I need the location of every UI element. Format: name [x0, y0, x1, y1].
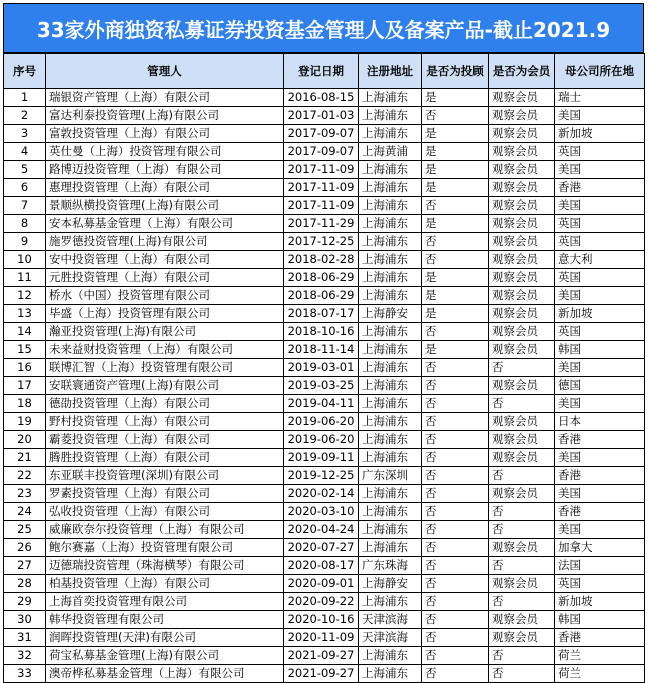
cell-manager: 柏基投资管理（上海）有限公司 [46, 575, 284, 593]
table-row [4, 143, 645, 161]
cell-index: 17 [4, 377, 46, 395]
cell-parent-location: 香港 [555, 629, 645, 647]
cell-index: 22 [4, 467, 46, 485]
cell-reg-date: 2019-03-25 [284, 377, 359, 395]
cell-manager: 威廉欧奈尔投资管理（上海）有限公司 [46, 521, 284, 539]
cell-is-member: 观察会员 [489, 89, 555, 107]
cell-is-advisor: 是 [422, 287, 489, 305]
cell-manager: 瑞银资产管理（上海）有限公司 [46, 89, 284, 107]
cell-manager: 安本私募基金管理（上海）有限公司 [46, 215, 284, 233]
cell-is-advisor: 否 [422, 647, 489, 665]
table-row [4, 539, 645, 557]
cell-is-member: 否 [489, 359, 555, 377]
cell-manager: 施罗德投资管理(上海)有限公司 [46, 233, 284, 251]
cell-is-advisor: 是 [422, 125, 489, 143]
cell-is-advisor: 否 [422, 197, 489, 215]
cell-manager: 英仕曼（上海）投资管理有限公司 [46, 143, 284, 161]
cell-reg-address: 天津滨海 [359, 611, 422, 629]
cell-parent-location: 韩国 [555, 341, 645, 359]
cell-reg-address: 上海浦东 [359, 107, 422, 125]
header-reg-address: 注册地址 [359, 54, 422, 89]
cell-is-member: 观察会员 [489, 431, 555, 449]
cell-reg-date: 2017-11-09 [284, 179, 359, 197]
header-manager: 管理人 [46, 54, 284, 89]
table-row [4, 467, 645, 485]
table-row [4, 647, 645, 665]
cell-reg-date: 2019-06-20 [284, 413, 359, 431]
cell-reg-date: 2017-11-29 [284, 215, 359, 233]
cell-index: 7 [4, 197, 46, 215]
cell-is-advisor: 是 [422, 143, 489, 161]
cell-manager: 澳帝桦私募基金管理（上海）有限公司 [46, 665, 284, 683]
cell-parent-location: 美国 [555, 449, 645, 467]
cell-reg-address: 上海浦东 [359, 233, 422, 251]
cell-reg-date: 2020-07-27 [284, 539, 359, 557]
cell-reg-address: 上海静安 [359, 305, 422, 323]
cell-reg-address: 上海浦东 [359, 287, 422, 305]
header-row [4, 54, 645, 89]
cell-is-member: 观察会员 [489, 449, 555, 467]
cell-reg-address: 上海浦东 [359, 269, 422, 287]
cell-manager: 荷宝私募基金管理(上海)有限公司 [46, 647, 284, 665]
cell-manager: 富敦投资管理（上海）有限公司 [46, 125, 284, 143]
table-row [4, 503, 645, 521]
cell-reg-address: 上海浦东 [359, 323, 422, 341]
table-row [4, 359, 645, 377]
cell-manager: 上海首奕投资管理有限公司 [46, 593, 284, 611]
table-row [4, 377, 645, 395]
cell-is-member: 否 [489, 395, 555, 413]
cell-reg-address: 上海浦东 [359, 665, 422, 683]
cell-manager: 未来益财投资管理（上海）有限公司 [46, 341, 284, 359]
cell-reg-address: 上海浦东 [359, 359, 422, 377]
cell-is-advisor: 否 [422, 521, 489, 539]
table-row [4, 215, 645, 233]
cell-reg-address: 天津滨海 [359, 629, 422, 647]
table-row [4, 341, 645, 359]
cell-manager: 安中投资管理（上海）有限公司 [46, 251, 284, 269]
cell-reg-date: 2020-04-24 [284, 521, 359, 539]
cell-index: 16 [4, 359, 46, 377]
header-index: 序号 [4, 54, 46, 89]
cell-is-member: 否 [489, 503, 555, 521]
cell-index: 13 [4, 305, 46, 323]
table-row [4, 197, 645, 215]
cell-reg-date: 2021-09-27 [284, 665, 359, 683]
cell-parent-location: 英国 [555, 269, 645, 287]
cell-parent-location: 英国 [555, 323, 645, 341]
cell-index: 1 [4, 89, 46, 107]
cell-reg-date: 2018-06-29 [284, 287, 359, 305]
cell-is-member: 观察会员 [489, 197, 555, 215]
cell-parent-location: 英国 [555, 233, 645, 251]
cell-is-advisor: 否 [422, 539, 489, 557]
cell-reg-date: 2019-09-11 [284, 449, 359, 467]
cell-reg-date: 2020-10-16 [284, 611, 359, 629]
cell-reg-date: 2020-09-01 [284, 575, 359, 593]
cell-reg-date: 2018-07-17 [284, 305, 359, 323]
cell-parent-location: 新加坡 [555, 593, 645, 611]
cell-is-member: 观察会员 [489, 161, 555, 179]
cell-parent-location: 英国 [555, 215, 645, 233]
cell-is-member: 观察会员 [489, 539, 555, 557]
cell-reg-date: 2017-09-07 [284, 125, 359, 143]
cell-index: 5 [4, 161, 46, 179]
cell-parent-location: 香港 [555, 503, 645, 521]
cell-is-advisor: 是 [422, 89, 489, 107]
cell-parent-location: 荷兰 [555, 665, 645, 683]
cell-is-member: 否 [489, 665, 555, 683]
cell-parent-location: 美国 [555, 395, 645, 413]
table-body [4, 89, 645, 683]
cell-is-advisor: 是 [422, 305, 489, 323]
cell-manager: 野村投资管理（上海）有限公司 [46, 413, 284, 431]
cell-parent-location: 英国 [555, 575, 645, 593]
cell-reg-address: 上海浦东 [359, 521, 422, 539]
cell-is-member: 观察会员 [489, 287, 555, 305]
cell-manager: 桥水（中国）投资管理有限公司 [46, 287, 284, 305]
table-row [4, 629, 645, 647]
cell-reg-address: 上海浦东 [359, 503, 422, 521]
cell-reg-date: 2021-09-27 [284, 647, 359, 665]
cell-index: 11 [4, 269, 46, 287]
header-parent-location: 母公司所在地 [555, 54, 645, 89]
cell-is-member: 观察会员 [489, 323, 555, 341]
cell-manager: 景顺纵横投资管理(上海)有限公司 [46, 197, 284, 215]
cell-is-member: 观察会员 [489, 143, 555, 161]
cell-parent-location: 美国 [555, 521, 645, 539]
cell-parent-location: 美国 [555, 197, 645, 215]
cell-reg-address: 广东珠海 [359, 557, 422, 575]
cell-reg-address: 上海浦东 [359, 125, 422, 143]
cell-is-advisor: 否 [422, 575, 489, 593]
cell-is-advisor: 否 [422, 665, 489, 683]
cell-index: 12 [4, 287, 46, 305]
cell-parent-location: 香港 [555, 467, 645, 485]
cell-is-advisor: 是 [422, 215, 489, 233]
cell-reg-address: 广东深圳 [359, 467, 422, 485]
cell-parent-location: 美国 [555, 107, 645, 125]
cell-index: 10 [4, 251, 46, 269]
cell-reg-address: 上海浦东 [359, 215, 422, 233]
table-row [4, 665, 645, 683]
cell-parent-location: 加拿大 [555, 539, 645, 557]
cell-reg-address: 上海浦东 [359, 395, 422, 413]
cell-reg-address: 上海浦东 [359, 377, 422, 395]
cell-index: 28 [4, 575, 46, 593]
table-row [4, 449, 645, 467]
cell-manager: 弘收投资管理（上海）有限公司 [46, 503, 284, 521]
cell-is-advisor: 否 [422, 251, 489, 269]
cell-reg-date: 2016-08-15 [284, 89, 359, 107]
cell-parent-location: 英国 [555, 143, 645, 161]
cell-parent-location: 韩国 [555, 611, 645, 629]
table-row [4, 89, 645, 107]
cell-index: 15 [4, 341, 46, 359]
document [3, 3, 644, 683]
table-row [4, 521, 645, 539]
cell-reg-address: 上海浦东 [359, 449, 422, 467]
table-row [4, 233, 645, 251]
cell-parent-location: 日本 [555, 413, 645, 431]
cell-is-advisor: 否 [422, 359, 489, 377]
cell-reg-date: 2020-11-09 [284, 629, 359, 647]
cell-is-member: 否 [489, 593, 555, 611]
cell-manager: 韩华投资管理有限公司 [46, 611, 284, 629]
cell-reg-address: 上海浦东 [359, 539, 422, 557]
cell-reg-date: 2020-09-22 [284, 593, 359, 611]
cell-is-advisor: 否 [422, 593, 489, 611]
cell-is-advisor: 否 [422, 323, 489, 341]
table-row [4, 395, 645, 413]
cell-reg-date: 2017-01-03 [284, 107, 359, 125]
cell-is-advisor: 否 [422, 413, 489, 431]
cell-reg-address: 上海浦东 [359, 179, 422, 197]
cell-is-advisor: 否 [422, 485, 489, 503]
cell-reg-address: 上海静安 [359, 575, 422, 593]
cell-index: 25 [4, 521, 46, 539]
cell-is-advisor: 否 [422, 449, 489, 467]
cell-reg-date: 2017-11-09 [284, 161, 359, 179]
table-title: 33家外商独资私募证券投资基金管理人及备案产品-截止2021.9 [3, 3, 644, 53]
managers-table [3, 53, 645, 683]
table-row [4, 413, 645, 431]
cell-reg-date: 2018-02-28 [284, 251, 359, 269]
cell-reg-address: 上海浦东 [359, 341, 422, 359]
cell-reg-address: 上海浦东 [359, 485, 422, 503]
cell-is-advisor: 否 [422, 233, 489, 251]
cell-parent-location: 新加坡 [555, 305, 645, 323]
table-row [4, 485, 645, 503]
cell-is-advisor: 是 [422, 269, 489, 287]
cell-parent-location: 美国 [555, 359, 645, 377]
cell-reg-date: 2019-12-25 [284, 467, 359, 485]
table-row [4, 251, 645, 269]
cell-is-advisor: 否 [422, 611, 489, 629]
cell-is-advisor: 否 [422, 395, 489, 413]
cell-index: 21 [4, 449, 46, 467]
cell-index: 26 [4, 539, 46, 557]
cell-reg-date: 2020-02-14 [284, 485, 359, 503]
cell-manager: 元胜投资管理（上海）有限公司 [46, 269, 284, 287]
table-row [4, 323, 645, 341]
table-row [4, 593, 645, 611]
cell-reg-address: 上海浦东 [359, 251, 422, 269]
cell-reg-address: 上海浦东 [359, 161, 422, 179]
cell-reg-address: 上海浦东 [359, 593, 422, 611]
cell-reg-date: 2017-12-25 [284, 233, 359, 251]
cell-reg-date: 2019-03-01 [284, 359, 359, 377]
cell-is-advisor: 是 [422, 161, 489, 179]
cell-reg-date: 2018-10-16 [284, 323, 359, 341]
cell-parent-location: 瑞士 [555, 89, 645, 107]
cell-reg-address: 上海浦东 [359, 89, 422, 107]
cell-parent-location: 香港 [555, 431, 645, 449]
cell-manager: 罗素投资管理（上海）有限公司 [46, 485, 284, 503]
cell-manager: 德劭投资管理（上海）有限公司 [46, 395, 284, 413]
cell-manager: 东亚联丰投资管理(深圳)有限公司 [46, 467, 284, 485]
cell-parent-location: 法国 [555, 557, 645, 575]
cell-parent-location: 荷兰 [555, 647, 645, 665]
cell-is-member: 观察会员 [489, 485, 555, 503]
cell-reg-date: 2019-04-11 [284, 395, 359, 413]
cell-index: 29 [4, 593, 46, 611]
cell-reg-address: 上海浦东 [359, 413, 422, 431]
cell-is-member: 观察会员 [489, 575, 555, 593]
cell-is-member: 观察会员 [489, 413, 555, 431]
cell-is-member: 否 [489, 647, 555, 665]
cell-index: 6 [4, 179, 46, 197]
header-is-member: 是否为会员 [489, 54, 555, 89]
cell-manager: 腾胜投资管理（上海）有限公司 [46, 449, 284, 467]
cell-manager: 联博汇智（上海）投资管理有限公司 [46, 359, 284, 377]
cell-manager: 鲍尔赛嘉（上海）投资管理有限公司 [46, 539, 284, 557]
table-row [4, 179, 645, 197]
cell-is-member: 否 [489, 557, 555, 575]
table-row [4, 125, 645, 143]
table-row [4, 287, 645, 305]
cell-is-member: 观察会员 [489, 107, 555, 125]
cell-reg-date: 2020-08-17 [284, 557, 359, 575]
cell-is-advisor: 是 [422, 341, 489, 359]
cell-is-member: 观察会员 [489, 215, 555, 233]
cell-reg-date: 2017-11-09 [284, 197, 359, 215]
cell-index: 30 [4, 611, 46, 629]
cell-is-member: 观察会员 [489, 305, 555, 323]
cell-manager: 瀚亚投资管理(上海)有限公司 [46, 323, 284, 341]
cell-is-member: 观察会员 [489, 179, 555, 197]
table-row [4, 557, 645, 575]
cell-reg-address: 上海浦东 [359, 197, 422, 215]
cell-reg-date: 2018-06-29 [284, 269, 359, 287]
cell-reg-date: 2019-06-20 [284, 431, 359, 449]
cell-reg-address: 上海浦东 [359, 647, 422, 665]
cell-reg-date: 2020-03-10 [284, 503, 359, 521]
cell-parent-location: 德国 [555, 377, 645, 395]
cell-is-member: 观察会员 [489, 629, 555, 647]
cell-is-advisor: 否 [422, 467, 489, 485]
cell-index: 4 [4, 143, 46, 161]
cell-parent-location: 美国 [555, 287, 645, 305]
table-row [4, 161, 645, 179]
cell-is-member: 观察会员 [489, 125, 555, 143]
cell-reg-date: 2018-11-14 [284, 341, 359, 359]
header-reg-date: 登记日期 [284, 54, 359, 89]
cell-manager: 毕盛（上海）投资管理有限公司 [46, 305, 284, 323]
cell-index: 8 [4, 215, 46, 233]
cell-index: 31 [4, 629, 46, 647]
table-row [4, 611, 645, 629]
cell-is-member: 观察会员 [489, 377, 555, 395]
cell-index: 18 [4, 395, 46, 413]
cell-parent-location: 意大利 [555, 251, 645, 269]
cell-is-advisor: 否 [422, 107, 489, 125]
cell-is-advisor: 否 [422, 557, 489, 575]
table-row [4, 269, 645, 287]
cell-reg-date: 2017-09-07 [284, 143, 359, 161]
table-row [4, 305, 645, 323]
cell-is-advisor: 否 [422, 431, 489, 449]
cell-index: 2 [4, 107, 46, 125]
table-row [4, 107, 645, 125]
cell-index: 20 [4, 431, 46, 449]
cell-manager: 润晖投资管理(天津)有限公司 [46, 629, 284, 647]
cell-index: 19 [4, 413, 46, 431]
cell-manager: 路博迈投资管理（上海）有限公司 [46, 161, 284, 179]
table-row [4, 575, 645, 593]
cell-manager: 富达利泰投资管理(上海)有限公司 [46, 107, 284, 125]
cell-is-member: 观察会员 [489, 341, 555, 359]
cell-parent-location: 新加坡 [555, 125, 645, 143]
cell-is-advisor: 否 [422, 629, 489, 647]
cell-parent-location: 美国 [555, 485, 645, 503]
cell-index: 32 [4, 647, 46, 665]
cell-manager: 安联寰通资产管理(上海)有限公司 [46, 377, 284, 395]
header-is-advisor: 是否为投顾 [422, 54, 489, 89]
cell-is-member: 观察会员 [489, 269, 555, 287]
cell-is-member: 观察会员 [489, 251, 555, 269]
cell-is-member: 否 [489, 467, 555, 485]
cell-index: 23 [4, 485, 46, 503]
cell-is-advisor: 是 [422, 179, 489, 197]
cell-index: 9 [4, 233, 46, 251]
cell-is-advisor: 否 [422, 503, 489, 521]
cell-is-member: 观察会员 [489, 611, 555, 629]
table-row [4, 431, 645, 449]
cell-is-member: 观察会员 [489, 233, 555, 251]
cell-parent-location: 香港 [555, 179, 645, 197]
cell-index: 27 [4, 557, 46, 575]
cell-manager: 迈德瑞投资管理（珠海横琴）有限公司 [46, 557, 284, 575]
cell-index: 14 [4, 323, 46, 341]
cell-reg-address: 上海黄浦 [359, 143, 422, 161]
cell-is-member: 否 [489, 521, 555, 539]
cell-manager: 霸菱投资管理（上海）有限公司 [46, 431, 284, 449]
cell-is-advisor: 否 [422, 377, 489, 395]
cell-reg-address: 上海浦东 [359, 431, 422, 449]
cell-index: 3 [4, 125, 46, 143]
cell-index: 33 [4, 665, 46, 683]
cell-index: 24 [4, 503, 46, 521]
cell-parent-location: 美国 [555, 161, 645, 179]
cell-manager: 惠理投资管理（上海）有限公司 [46, 179, 284, 197]
